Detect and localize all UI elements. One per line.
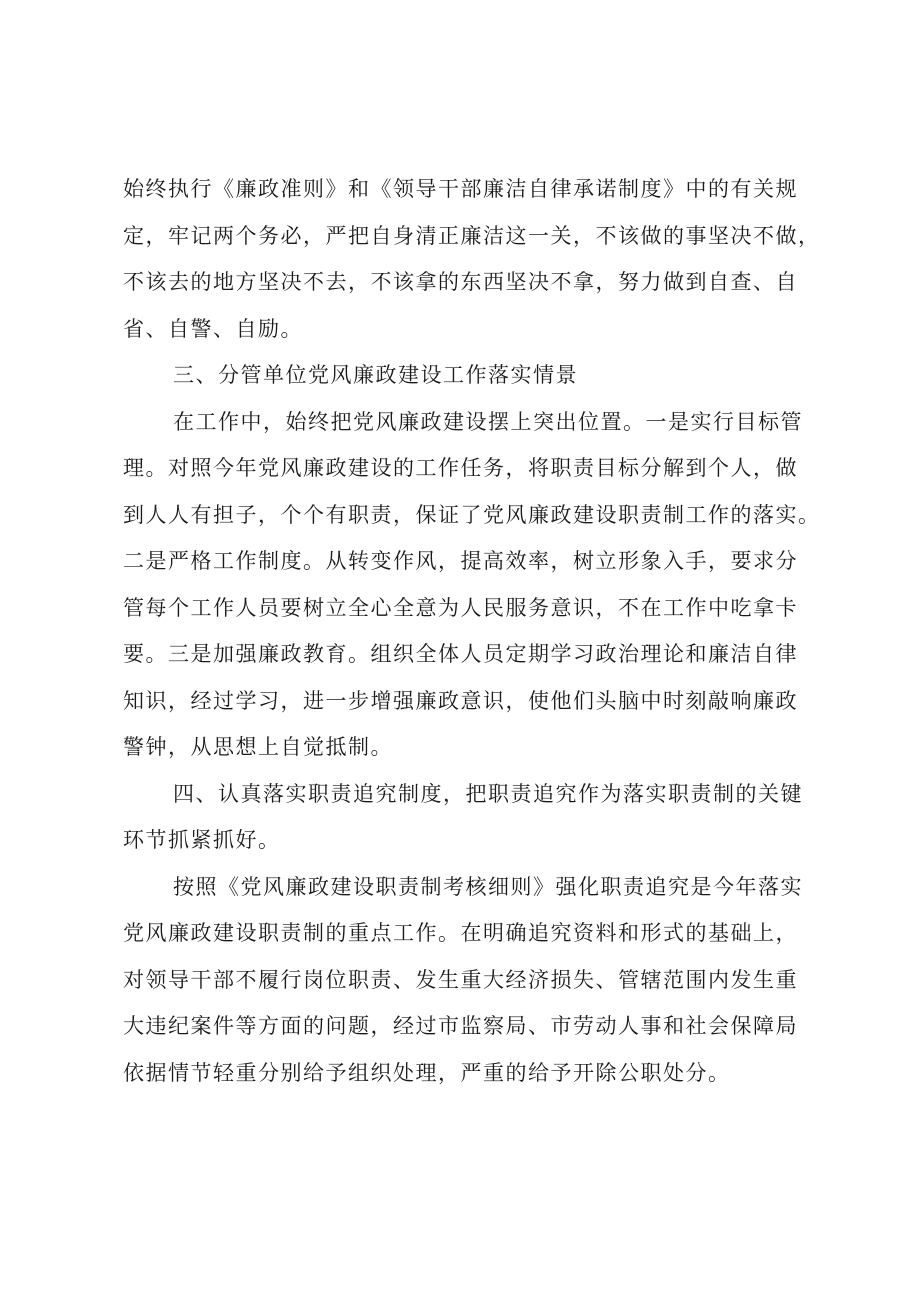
document-body — [123, 166, 823, 1096]
text-line: 管每个工作人员要树立全心全意为人民服务意识，不在工作中吃拿卡 — [123, 595, 798, 620]
text-line: 对领导干部不履行岗位职责、发生重大经济损失、管辖范围内发生重 — [123, 967, 798, 992]
text-line: 二是严格工作制度。从转变作风，提高效率，树立形象入手，要求分 — [123, 549, 798, 573]
text-line: 在工作中，始终把党风廉政建设摆上突出位置。一是实行目标管 — [173, 409, 803, 434]
text-line: 要。三是加强廉政教育。组织全体人员定期学习政治理论和廉洁自律 — [123, 642, 798, 666]
text-line: 党风廉政建设职责制的重点工作。在明确追究资料和形式的基础上， — [123, 921, 798, 945]
text-line: 警钟，从思想上自觉抵制。 — [123, 735, 393, 759]
text-line: 不该去的地方坚决不去，不该拿的东西坚决不拿，努力做到自查、自 — [123, 270, 798, 294]
text-line: 省、自警、自励。 — [123, 316, 303, 341]
text-line: 知识，经过学习，进一步增强廉政意识，使他们头脑中时刻敲响廉政 — [123, 688, 798, 713]
text-line: 依据情节轻重分别给予组织处理，严重的给予开除公职处分。 — [123, 1060, 731, 1085]
text-line: 环节抓紧抓好。 — [123, 828, 281, 852]
text-line: 定，牢记两个务必，严把自身清正廉洁这一关，不该做的事坚决不做， — [123, 223, 821, 248]
text-line: 大违纪案件等方面的问题，经过市监察局、市劳动人事和社会保障局 — [123, 1014, 798, 1038]
text-line: 理。对照今年党风廉政建设的工作任务，将职责目标分解到个人，做 — [123, 456, 798, 480]
text-line: 到人人有担子，个个有职责，保证了党风廉政建设职责制工作的落实。 — [123, 502, 821, 527]
section-heading-4: 四、认真落实职责追究制度，把职责追究作为落实职责制的关键 — [173, 781, 803, 806]
text-line: 始终执行《廉政准则》和《领导干部廉洁自律承诺制度》中的有关规 — [123, 177, 798, 201]
section-heading-3: 三、分管单位党风廉政建设工作落实情景 — [173, 363, 578, 387]
text-line: 按照《党风廉政建设职责制考核细则》强化职责追究是今年落实 — [173, 874, 803, 899]
